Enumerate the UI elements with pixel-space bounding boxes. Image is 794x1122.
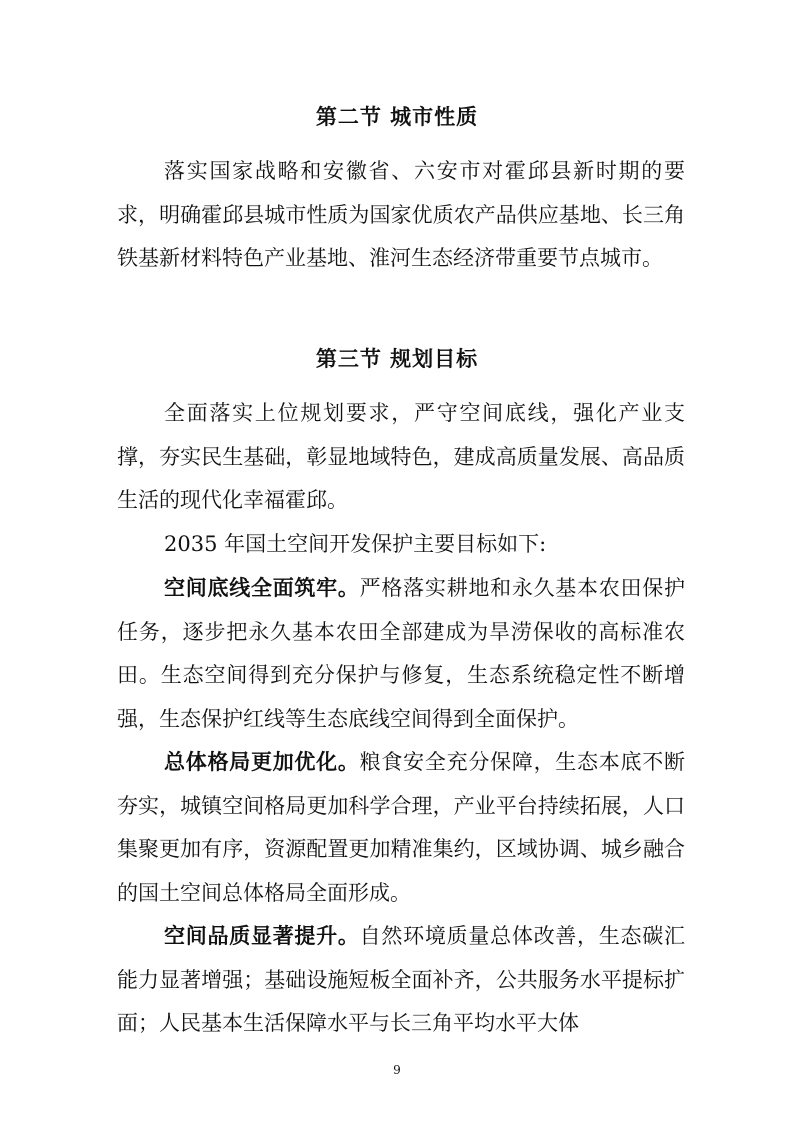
section-heading-planning-goals: 第三节 规划目标: [315, 347, 479, 371]
goal-body-text: 粮食安全充分保障，生态本底不断夯实，城镇空间格局更加科学合理，产业平台持续拓展，人口集聚更加有序，资源配置更加精准集约，区域协调、城乡融合的国土空间总体格局全面形成。: [117, 750, 686, 905]
page-number: 9: [393, 1063, 401, 1077]
goal-lead-text: 空间品质显著提升。: [164, 923, 360, 948]
goal-lead-text: 总体格局更加优化。: [164, 749, 360, 774]
paragraph-city-nature: 落实国家战略和安徽省、六安市对霍邱县新时期的要求，明确霍邱县城市性质为国家优质农产品供应基地、长三角铁基新材料特色产业基地、淮河生态经济带重要节点城市。: [117, 159, 685, 270]
section-heading-city-nature: 第二节 城市性质: [315, 105, 479, 129]
paragraph-goals-intro: 2035 年国土空间开发保护主要目标如下:: [164, 532, 547, 556]
paragraph-goal-spatial-baseline: [117, 566, 685, 741]
paragraph-goal-overall-pattern: [117, 740, 685, 915]
paragraph-planning-intro: 全面落实上位规划要求，严守空间底线，强化产业支撑，夯实民生基础，彰显地域特色，建成高质量发展、高品质生活的现代化幸福霍邱。: [117, 401, 685, 512]
goal-body-text: 严格落实耕地和永久基本农田保护任务，逐步把永久基本农田全部建成为旱涝保收的高标准农田。生态空间得到充分保护与修复，生态系统稳定性不断增强，生态保护红线等生态底线空间得到全面保护。: [117, 576, 686, 731]
goal-lead-text: 空间底线全面筑牢。: [164, 575, 360, 600]
paragraph-goal-spatial-quality: [117, 914, 685, 1046]
goal-body-text: 自然环境质量总体改善，生态碳汇能力显著增强；基础设施短板全面补齐，公共服务水平提标扩面；人民基本生活保障水平与长三角平均水平大体: [117, 924, 686, 1035]
